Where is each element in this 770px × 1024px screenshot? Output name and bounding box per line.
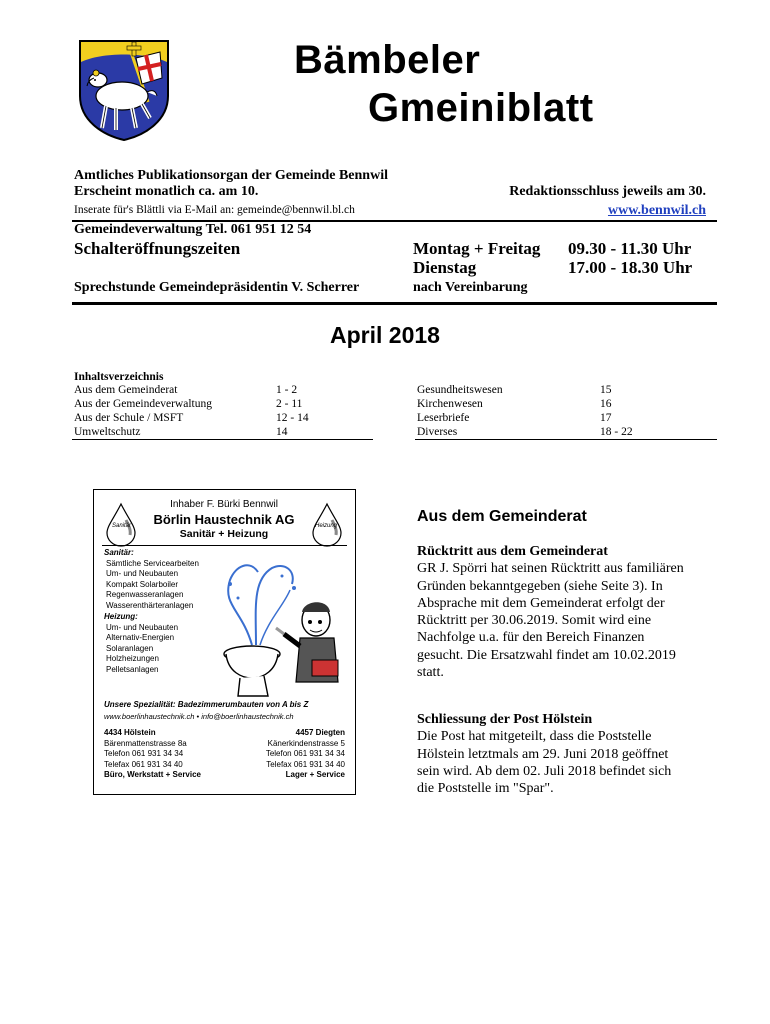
article-ruecktritt (417, 543, 717, 681)
article-post-hoelstein (417, 711, 717, 797)
opening-time-2: 17.00 - 18.30 Uhr (568, 258, 693, 277)
opening-days-2: Dienstag (413, 258, 477, 277)
ad-specialty: Unsere Spezialität: Badezimmerumbauten von A bis Z (104, 700, 309, 709)
opening-hours-label: Schalteröffnungszeiten (74, 239, 241, 258)
divider (72, 302, 717, 305)
ad-web-email: www.boerlinhaustechnik.ch • info@boerlinhaustechnik.ch (104, 712, 294, 721)
ad-location-city: 4434 Hölstein (104, 728, 156, 737)
ads-email-note: Inserate für's Blättli via E-Mail an: gemeinde@bennwil.bl.ch (74, 204, 355, 216)
ad-list-item: Sämtliche Servicearbeiten (106, 559, 199, 568)
ad-company: Börlin Haustechnik AG (153, 512, 295, 527)
toc-entry-pages: 18 - 22 (600, 426, 633, 438)
toc-heading: Inhaltsverzeichnis (74, 371, 164, 383)
toc-entry-pages: 17 (600, 412, 612, 424)
toc-entry-label: Kirchenwesen (417, 398, 483, 410)
ad-location-street: Känerkindenstrasse 5 (267, 738, 345, 748)
toc-entry-label: Leserbriefe (417, 412, 470, 424)
ad-location-phone: Telefon 061 931 34 34 (265, 749, 345, 759)
ad-location-street: Bärenmattenstrasse 8a (104, 738, 187, 748)
consultation-value: nach Vereinbarung (413, 280, 528, 295)
ad-list-item: Wasserenthärteranlagen (106, 600, 194, 610)
coat-of-arms-logo (76, 38, 172, 142)
article-line: sein wird. Ab dem 02. Juli 2018 befindet sich (417, 763, 672, 779)
article-line: Nachfolge u.a. für den Bereich Finanzen (417, 630, 645, 646)
toc-entry (74, 425, 374, 439)
ad-sanitaer-heading: Sanitär: (104, 548, 134, 557)
advertisement-boerlin (93, 489, 356, 795)
ad-list-item: Um- und Neubauten (106, 569, 179, 579)
ad-location-fax: Telefax 061 931 34 40 (266, 759, 345, 769)
article-line: Gründen bekanntgegeben (siehe Seite 3). In (417, 578, 663, 594)
toc-underline (72, 439, 373, 440)
toc-entry (74, 411, 374, 425)
article-title: Rücktritt aus dem Gemeinderat (417, 544, 608, 559)
ad-heizung-list (106, 623, 178, 675)
toc-entry (417, 411, 717, 425)
ad-list-item: Holzheizungen (106, 654, 159, 664)
toc-left-column (74, 383, 374, 439)
toc-entry-pages: 16 (600, 398, 612, 410)
toc-underline (415, 439, 717, 440)
article-line: Hölstein letztmals am 29. Juni 2018 geöffnet (417, 746, 669, 762)
ad-list-item: Pelletsanlagen (106, 664, 159, 674)
ad-list-item: Kompakt Solarboiler (106, 579, 179, 589)
toc-entry-label: Gesundheitswesen (417, 384, 503, 396)
toc-right-column (417, 383, 717, 439)
toc-entry (74, 383, 374, 397)
ad-divider (102, 545, 347, 546)
toc-entry-pages: 1 - 2 (276, 384, 298, 396)
toc-entry-label: Diverses (417, 426, 458, 438)
ad-heizung-heading: Heizung: (104, 612, 138, 621)
ad-location-city: 4457 Diegten (295, 728, 345, 737)
toc-entry (417, 425, 717, 439)
ad-list-item: Regenwasseranlagen (106, 590, 184, 600)
plumber-cartoon-illustration (212, 550, 352, 700)
ad-list-item: Alternativ-Energien (106, 633, 175, 643)
toc-entry (74, 397, 374, 411)
ad-drop-label-left: Sanitär (112, 523, 132, 529)
article-title: Schliessung der Post Hölstein (417, 712, 593, 727)
ad-tagline: Sanitär + Heizung (179, 528, 269, 540)
toc-entry-label: Aus der Schule / MSFT (74, 412, 184, 424)
ad-owner: Inhaber F. Bürki Bennwil (170, 499, 278, 510)
article-line: GR J. Spörri hat seinen Rücktritt aus familiären (417, 561, 684, 577)
ad-list-item: Solaranlagen (106, 643, 154, 653)
article-line: gesucht. Die Ersatzwahl findet am 10.02.2019 (417, 647, 676, 663)
website-link[interactable]: www.bennwil.ch (607, 203, 706, 218)
toc-entry-label: Umweltschutz (74, 426, 141, 438)
toc-entry-pages: 12 - 14 (276, 412, 309, 424)
frequency-line: Erscheint monatlich ca. am 10. (74, 184, 259, 199)
toc-entry-label: Aus der Gemeindeverwaltung (74, 398, 212, 410)
article-line: Rücktritt per 30.06.2019. Somit wird eine (417, 613, 652, 629)
issue-date: April 2018 (330, 322, 440, 348)
ad-drop-label-right: Heizung (315, 523, 338, 529)
ad-location-note: Büro, Werkstatt + Service (104, 770, 202, 780)
toc-entry (417, 383, 717, 397)
ad-location-hoelstein (104, 728, 201, 781)
admin-phone: Gemeindeverwaltung Tel. 061 951 12 54 (74, 222, 312, 237)
ad-list-item: Um- und Neubauten (106, 623, 179, 632)
consultation-label: Sprechstunde Gemeindepräsidentin V. Scherrer (74, 280, 360, 295)
masthead-title-line2: Gmeiniblatt (368, 86, 594, 130)
ad-location-phone: Telefon 061 931 34 34 (104, 749, 184, 759)
opening-days-1: Montag + Freitag (413, 239, 541, 258)
toc-entry-label: Aus dem Gemeinderat (74, 384, 178, 396)
article-line: die Poststelle im "Spar". (417, 781, 554, 797)
section-heading: Aus dem Gemeinderat (417, 508, 587, 525)
masthead-title-line1: Bämbeler (294, 38, 481, 82)
article-line: Die Post hat mitgeteilt, dass die Poststelle (417, 729, 652, 745)
ad-location-note: Lager + Service (285, 770, 345, 780)
deadline-line: Redaktionsschluss jeweils am 30. (509, 184, 706, 199)
article-line: statt. (417, 665, 444, 681)
toc-entry-pages: 15 (600, 384, 612, 396)
toc-entry (417, 397, 717, 411)
toc-entry-pages: 14 (276, 426, 288, 438)
ad-sanitaer-list (106, 559, 199, 611)
ad-location-diegten (266, 728, 345, 781)
toc-entry-pages: 2 - 11 (276, 398, 303, 410)
publisher-line: Amtliches Publikationsorgan der Gemeinde Bennwil (74, 168, 388, 183)
article-line: Absprache mit dem Gemeinderat erfolgt der (417, 595, 665, 611)
opening-time-1: 09.30 - 11.30 Uhr (568, 239, 692, 258)
ad-location-fax: Telefax 061 931 34 40 (104, 759, 183, 769)
